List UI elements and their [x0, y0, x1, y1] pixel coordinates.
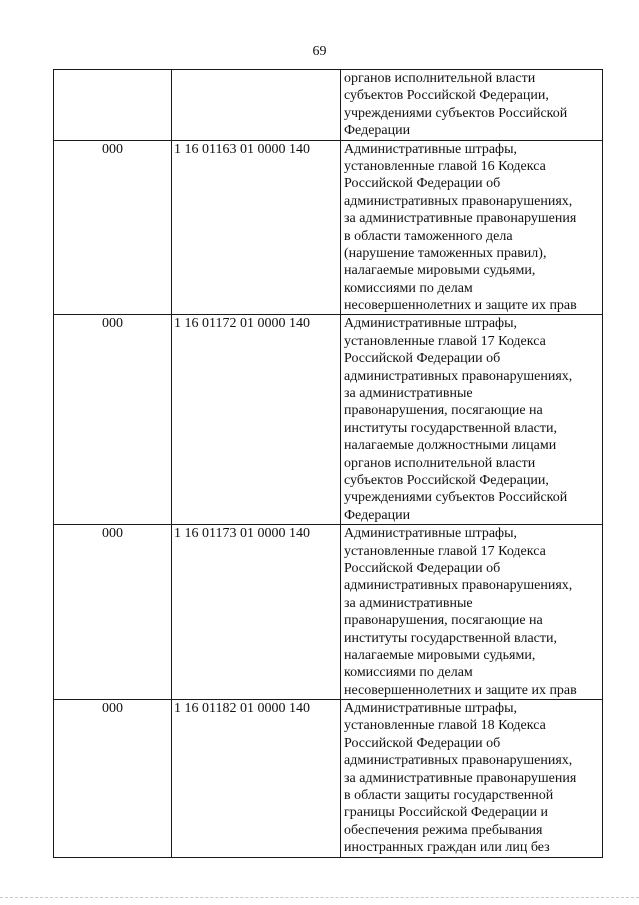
description-cell: [341, 70, 603, 141]
kbk-code-cell: [172, 140, 341, 315]
admin-code-cell: [54, 525, 172, 700]
description-line: Административные штрафы,: [344, 526, 518, 542]
description-line: за административные: [344, 386, 473, 402]
description-line: органов исполнительной власти: [344, 71, 536, 86]
table-row: [54, 70, 603, 141]
description-line: Российской Федерации об: [344, 176, 501, 192]
admin-code-cell: [54, 700, 172, 858]
description-line: установленные главой 18 Кодекса: [344, 718, 546, 734]
kbk-code-cell: [172, 315, 341, 525]
admin-code: 000: [102, 141, 123, 157]
description-line: институты государственной власти,: [344, 420, 557, 436]
description-line: административных правонарушениях,: [344, 193, 573, 209]
description-line: административных правонарушениях,: [344, 368, 573, 384]
kbk-code-cell: [172, 525, 341, 700]
kbk-code: 1 16 01172 01 0000 140: [174, 316, 310, 332]
description-line: административных правонарушениях,: [344, 753, 573, 769]
description-line: несовершеннолетних и защите их прав: [344, 298, 577, 314]
description-line: субъектов Российской Федерации,: [344, 472, 549, 488]
kbk-code-cell: [172, 700, 341, 858]
description-line: правонарушения, посягающие на: [344, 613, 543, 629]
description-line: за административные правонарушения: [344, 211, 577, 227]
description-cell: [341, 525, 603, 700]
kbk-code: 1 16 01163 01 0000 140: [174, 141, 310, 157]
page-bottom-edge: [0, 897, 639, 899]
admin-code-cell: [54, 70, 172, 141]
description-line: Федерации: [344, 507, 411, 523]
admin-code: [54, 70, 171, 87]
kbk-code-cell: [172, 70, 341, 141]
budget-classification-table: [53, 69, 603, 858]
admin-code-cell: [54, 140, 172, 315]
table-row: [54, 140, 603, 315]
description-line: Российской Федерации об: [344, 735, 501, 751]
table-row: [54, 315, 603, 525]
description-line: Федерации: [344, 123, 411, 139]
description-line: границы Российской Федерации и: [344, 805, 548, 821]
description-cell: [341, 700, 603, 858]
description-line: за административные правонарушения: [344, 770, 577, 786]
page-number: 69: [312, 44, 327, 59]
kbk-code: [174, 70, 340, 87]
kbk-code: 1 16 01182 01 0000 140: [174, 701, 310, 717]
description-cell: [341, 140, 603, 315]
table-row: [54, 700, 603, 858]
description-line: налагаемые должностными лицами: [344, 438, 557, 454]
description-line: учреждениями субъектов Российской: [344, 490, 568, 506]
description-line: налагаемые мировыми судьями,: [344, 263, 536, 279]
description-line: институты государственной власти,: [344, 630, 557, 646]
kbk-code: 1 16 01173 01 0000 140: [174, 526, 310, 542]
description-line: в области защиты государственной: [344, 788, 554, 804]
admin-code: 000: [102, 316, 123, 332]
description-line: (нарушение таможенных правил),: [344, 245, 547, 261]
admin-code-cell: [54, 315, 172, 525]
description-line: органов исполнительной власти: [344, 455, 536, 471]
description-line: Административные штрафы,: [344, 141, 518, 157]
admin-code: 000: [102, 526, 123, 542]
description-line: в области таможенного дела: [344, 228, 513, 244]
description-line: административных правонарушениях,: [344, 578, 573, 594]
description-line: правонарушения, посягающие на: [344, 403, 543, 419]
table-row: [54, 525, 603, 700]
table-body: [54, 70, 603, 858]
description-line: за административные: [344, 595, 473, 611]
description-line: субъектов Российской Федерации,: [344, 88, 549, 104]
description-line: налагаемые мировыми судьями,: [344, 647, 536, 663]
description-line: установленные главой 16 Кодекса: [344, 158, 546, 174]
description-line: Российской Федерации об: [344, 351, 501, 367]
description-line: учреждениями субъектов Российской: [344, 105, 568, 121]
description-line: иностранных граждан или лиц без: [344, 840, 550, 856]
description-line: установленные главой 17 Кодекса: [344, 543, 546, 559]
admin-code: 000: [102, 701, 123, 717]
description-line: Российской Федерации об: [344, 560, 501, 576]
description-line: Административные штрафы,: [344, 701, 518, 717]
description-line: обеспечения режима пребывания: [344, 822, 543, 838]
description-cell: [341, 315, 603, 525]
description-line: установленные главой 17 Кодекса: [344, 333, 546, 349]
description-line: несовершеннолетних и защите их прав: [344, 682, 577, 698]
description-line: Административные штрафы,: [344, 316, 518, 332]
description-line: комиссиями по делам: [344, 665, 473, 681]
description-line: комиссиями по делам: [344, 280, 473, 296]
